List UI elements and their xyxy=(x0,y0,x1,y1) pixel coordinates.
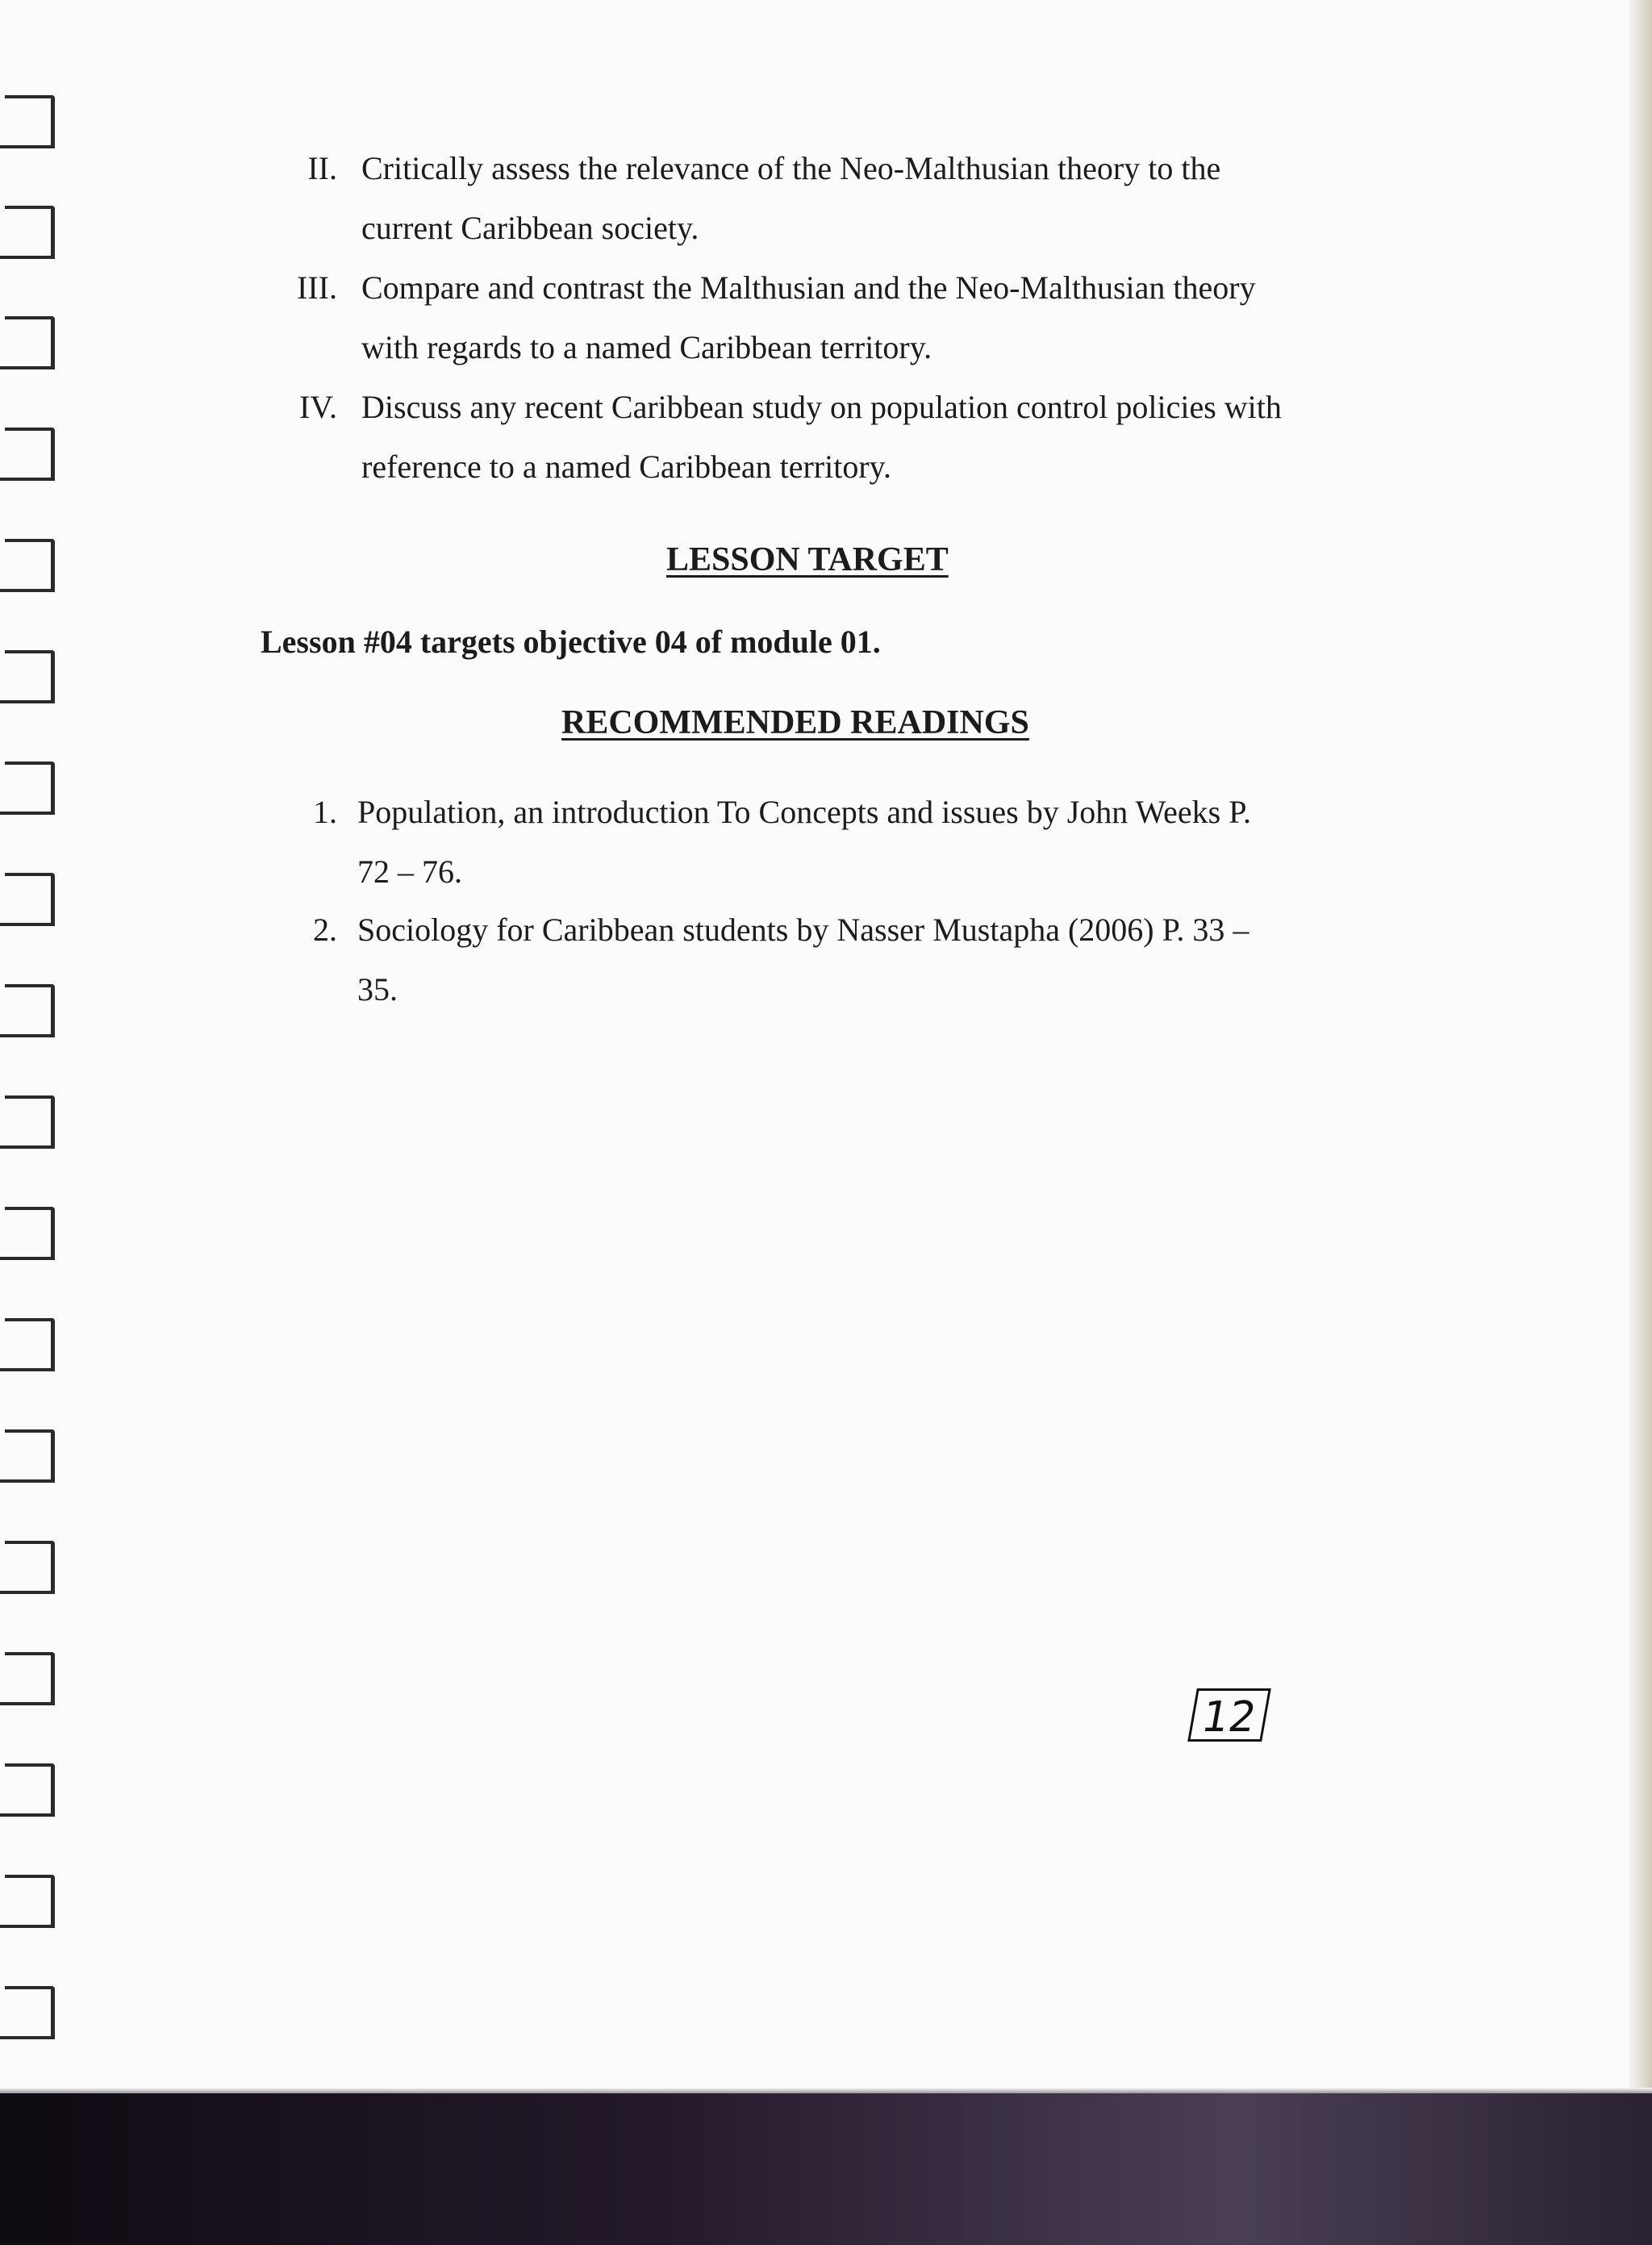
question-number: IV. xyxy=(298,389,337,425)
reading-number: 2. xyxy=(313,912,337,948)
question-line: Compare and contrast the Malthusian and the Neo-Malthusian theory xyxy=(361,269,1256,306)
question-number: III. xyxy=(297,269,337,306)
lesson-target-heading: LESSON TARGET xyxy=(666,541,949,578)
question-text xyxy=(361,378,1410,497)
scan-background xyxy=(0,2093,1652,2245)
question-line: with regards to a named Caribbean territory. xyxy=(361,329,932,365)
question-line: Critically assess the relevance of the Neo-Malthusian theory to the xyxy=(361,150,1221,186)
question-text xyxy=(361,258,1410,378)
reading-line: 72 – 76. xyxy=(357,853,462,890)
question-number: II. xyxy=(307,150,337,186)
lesson-target-text: Lesson #04 targets objective 04 of module 01. xyxy=(261,624,881,660)
reading-item xyxy=(357,782,1406,902)
question-text xyxy=(361,139,1410,258)
spiral-binding xyxy=(0,0,73,2097)
page-number: 12 xyxy=(1187,1688,1271,1742)
reading-number: 1. xyxy=(313,794,337,830)
readings-heading: RECOMMENDED READINGS xyxy=(561,704,1029,741)
reading-line: Sociology for Caribbean students by Nasser Mustapha (2006) P. 33 – xyxy=(357,912,1249,948)
question-line: current Caribbean society. xyxy=(361,210,699,246)
reading-line: 35. xyxy=(357,971,398,1008)
question-line: reference to a named Caribbean territory. xyxy=(361,449,892,485)
reading-line: Population, an introduction To Concepts and issues by John Weeks P. xyxy=(357,794,1252,830)
page-edge xyxy=(1629,0,1652,2097)
question-line: Discuss any recent Caribbean study on population control policies with xyxy=(361,389,1282,425)
reading-item xyxy=(357,900,1406,1020)
